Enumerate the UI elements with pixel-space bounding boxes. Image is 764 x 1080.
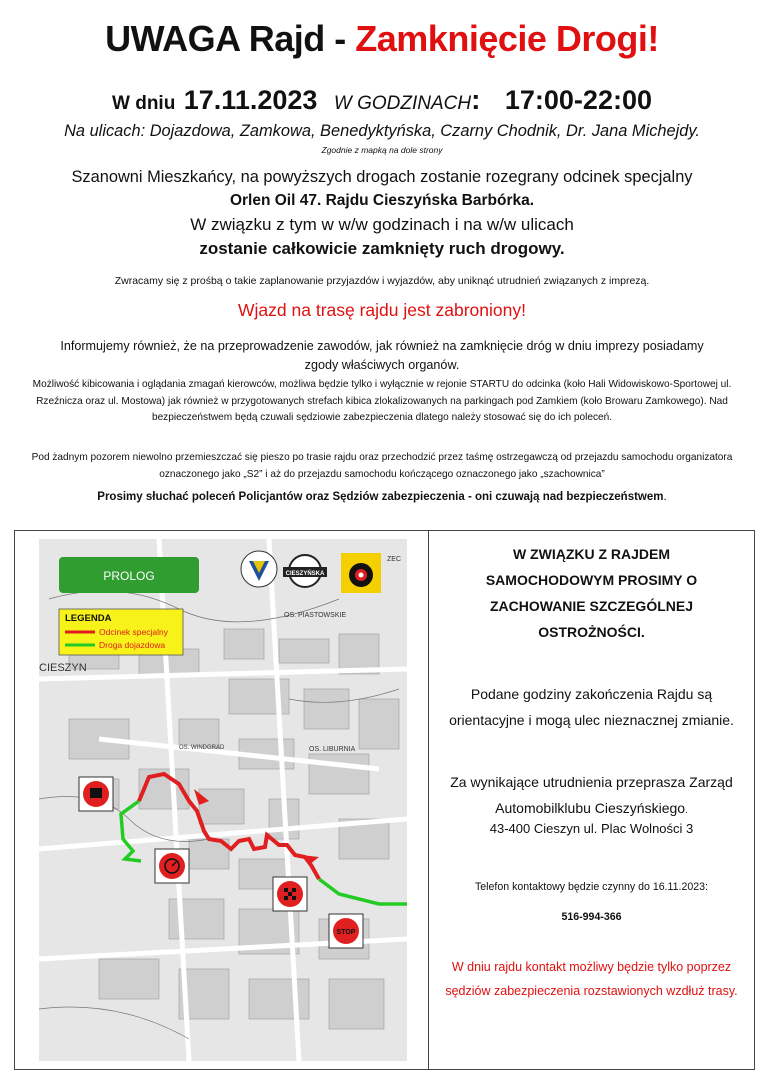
- caution-line-3: ZACHOWANIE SZCZEGÓLNEJ: [489, 598, 693, 614]
- intro-line-3: [0, 213, 764, 237]
- caution-line-4: OSTROŻNOŚCI.: [538, 624, 645, 640]
- contact-line-2: sędziów zabezpieczenia rozstawionych wzdłuż trasy.: [445, 984, 738, 998]
- spectator-paragraph: Możliwość kibicowania i oglądania zmagań kierowców, możliwa będzie tylko i wyłącznie w rejonie STARTU do odcinka (koło Hali Widowiskowo-Sportowej ul. Rzeźnicza oraz ul. Mostowa) jak również w przygotowanych strefach kibica zlokalizowanych na parkingach pod Zamkiem (koło Browaru Zamkowego). Nad bezpieczeństwem będą czuwali sędziowie zabezpieczenia dlatego należy stosować się do ich poleceń.: [32, 379, 732, 423]
- helmet-logo: [341, 553, 381, 593]
- phone-label: Telefon kontaktowy będzie czynny do 16.11.2023:: [474, 881, 709, 893]
- hours-colon: :: [471, 84, 481, 115]
- date-time-line: [0, 84, 764, 116]
- club-logo: [241, 551, 277, 587]
- map-note: Zgodnie z mapką na dole strony: [321, 145, 443, 155]
- apology-dot: .: [685, 805, 688, 816]
- apology-line-1: Za wynikające utrudnienia przeprasza Zarząd: [450, 774, 733, 790]
- request-text: Zwracamy się z prośbą o takie zaplanowanie przyjazdów i wyjazdów, aby uniknąć utrudnień związanych z imprezą.: [114, 275, 650, 287]
- map-label-zec: ZEC: [387, 556, 401, 563]
- event-date: 17.11.2023: [183, 85, 318, 115]
- event-time: 17:00-22:00: [504, 85, 652, 115]
- title-black: UWAGA Rajd -: [105, 18, 356, 59]
- inform-text: Informujemy również, że na przeprowadzenie zawodów, jak również na zamknięcie dróg w dniu imprezy posiadamy zgody właściwych organów.: [60, 339, 704, 372]
- hours-note-line-2: orientacyjne i mogą ulec nieznacznej zmianie.: [449, 712, 734, 728]
- hours-note: [439, 681, 744, 733]
- bottom-box: [14, 530, 755, 1070]
- route-map-svg: [39, 539, 407, 1061]
- cieszynska-logo-text: CIESZYŃSKA: [285, 571, 325, 577]
- apology-line-2: [439, 795, 744, 824]
- intro-line-3b: ulicach: [520, 215, 574, 234]
- caution-block: [439, 541, 744, 645]
- caution-line-1: W ZWIĄZKU Z RAJDEM: [512, 546, 671, 562]
- phone-number: 516-994-366: [561, 911, 622, 923]
- intro-line-1: Szanowni Mieszkańcy, na powyższych drogach zostanie rozegrany odcinek specjalny: [71, 168, 693, 186]
- stop-marker: [329, 914, 363, 948]
- stop-label: STOP: [336, 929, 356, 936]
- time-control-marker: [155, 849, 189, 883]
- title-red: Zamknięcie Drogi!: [355, 18, 659, 59]
- map-label-cieszyn: CIESZYN: [39, 662, 87, 674]
- intro-line-2: Orlen Oil 47. Rajdu Cieszyńska Barbórka.: [229, 192, 535, 209]
- legend-access-label: Droga dojazdowa: [99, 640, 166, 650]
- streets-line: Na ulicach: Dojazdowa, Zamkowa, Benedyktyńska, Czarny Chodnik, Dr. Jana Michejdy.: [64, 122, 700, 140]
- map-label-piastowskie: OS. PIASTOWSKIE: [284, 612, 347, 619]
- apology-block: [439, 769, 744, 824]
- hours-note-line-1: Podane godziny zakończenia Rajdu są: [470, 686, 713, 702]
- contact-note: [439, 955, 744, 1003]
- page-title: [0, 18, 764, 60]
- info-panel: [429, 531, 754, 1069]
- intro-block: [0, 165, 764, 261]
- legend-special-label: Odcinek specjalny: [99, 627, 168, 637]
- contact-line-1: W dniu rajdu kontakt możliwy będzie tylko poprzez: [451, 960, 732, 974]
- police-dot: .: [663, 491, 667, 503]
- legend-title: LEGENDA: [65, 613, 112, 624]
- start-flag-marker: [79, 777, 113, 811]
- date-label: W dniu: [112, 93, 176, 114]
- map-label-windgrad: OS. WINDGRAD: [179, 745, 225, 751]
- hours-label: W GODZINACH: [333, 93, 472, 114]
- apology-line-2-text: Automobilklubu Cieszyńskiego: [495, 800, 686, 816]
- club-address: 43-400 Cieszyn ul. Plac Wolności 3: [489, 821, 694, 836]
- prolog-label: PROLOG: [103, 569, 155, 583]
- finish-flag-marker: [273, 877, 307, 911]
- intro-line-4: zostanie całkowicie zamknięty ruch drogowy.: [199, 239, 565, 258]
- police-line: [0, 491, 764, 503]
- no-entry-warning: Wjazd na trasę rajdu jest zabroniony!: [238, 300, 526, 320]
- route-map: [39, 539, 407, 1061]
- caution-line-2: SAMOCHODOWYM PROSIMY O: [485, 572, 698, 588]
- police-text: Prosimy słuchać poleceń Policjantów oraz Sędziów zabezpieczenia - oni czuwają nad bezpieczeństwem: [97, 491, 664, 503]
- pedestrian-paragraph: Pod żadnym pozorem niewolno przemieszczać się pieszo po trasie rajdu oraz przechodzić przez taśmę ostrzegawczą od przejazdu samochodu organizatora oznaczonego jako „S2” i aż do przejazdu samochodu kończącego oznaczonego jako „szachownica”: [31, 452, 733, 480]
- intro-line-3a: W związku z tym w w/w godzinach i na w/w: [190, 215, 521, 234]
- map-label-liburnia: OS. LIBURNIA: [309, 746, 356, 753]
